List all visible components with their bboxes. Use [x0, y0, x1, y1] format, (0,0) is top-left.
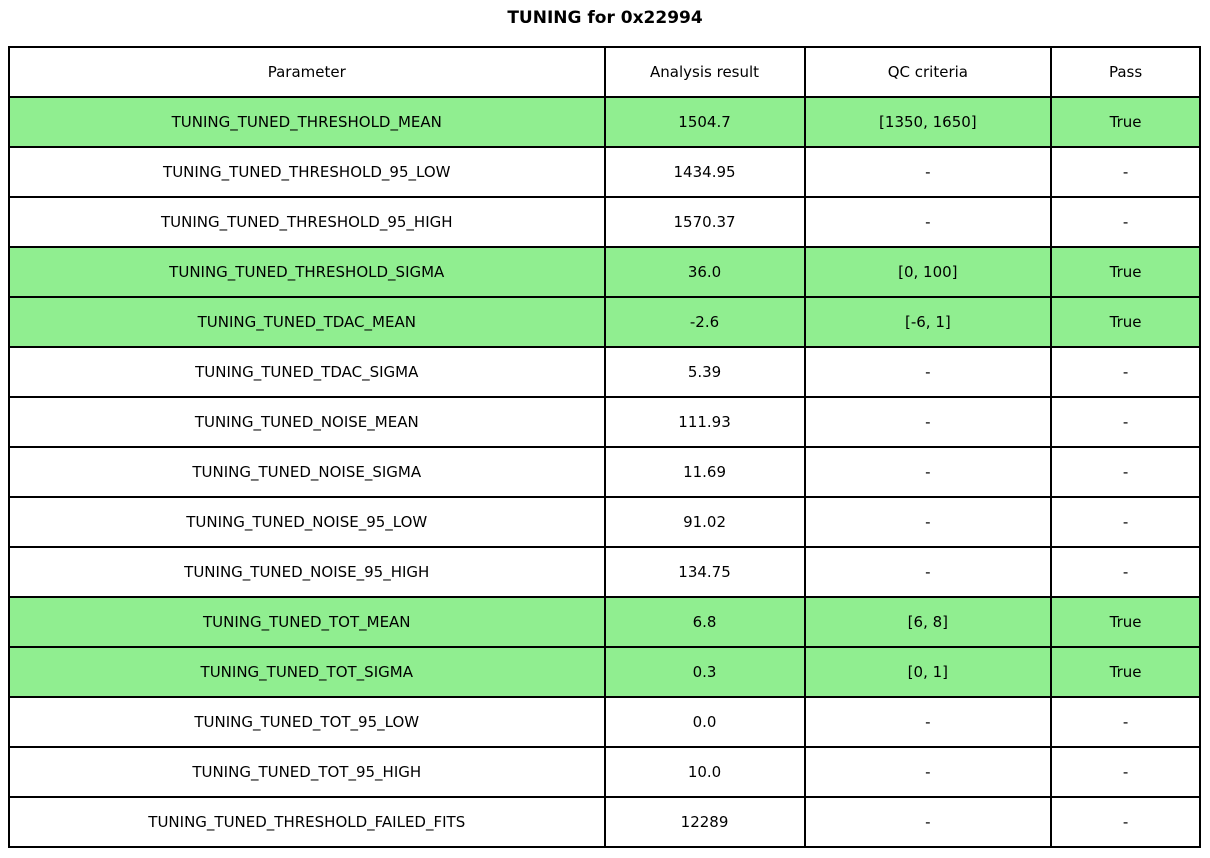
- header-row: [9, 47, 1200, 97]
- cell-qc-criteria: [-6, 1]: [805, 297, 1052, 347]
- cell-qc-criteria: [0, 100]: [805, 247, 1052, 297]
- cell-pass: True: [1051, 647, 1200, 697]
- table-row: [9, 197, 1200, 247]
- cell-pass: -: [1051, 697, 1200, 747]
- cell-qc-criteria: -: [805, 497, 1052, 547]
- cell-qc-criteria: -: [805, 697, 1052, 747]
- cell-qc-criteria: -: [805, 797, 1052, 847]
- cell-parameter: TUNING_TUNED_TDAC_SIGMA: [9, 347, 605, 397]
- cell-pass: True: [1051, 597, 1200, 647]
- table-row: [9, 647, 1200, 697]
- cell-qc-criteria: -: [805, 197, 1052, 247]
- cell-parameter: TUNING_TUNED_THRESHOLD_95_LOW: [9, 147, 605, 197]
- cell-pass: -: [1051, 197, 1200, 247]
- cell-analysis-result: 1570.37: [605, 197, 805, 247]
- col-header-qc-criteria: QC criteria: [805, 47, 1052, 97]
- cell-qc-criteria: -: [805, 347, 1052, 397]
- cell-analysis-result: -2.6: [605, 297, 805, 347]
- col-header-parameter: Parameter: [9, 47, 605, 97]
- cell-pass: -: [1051, 747, 1200, 797]
- cell-parameter: TUNING_TUNED_THRESHOLD_FAILED_FITS: [9, 797, 605, 847]
- cell-parameter: TUNING_TUNED_TOT_95_HIGH: [9, 747, 605, 797]
- cell-qc-criteria: -: [805, 447, 1052, 497]
- cell-analysis-result: 10.0: [605, 747, 805, 797]
- cell-analysis-result: 1434.95: [605, 147, 805, 197]
- table-row: [9, 147, 1200, 197]
- cell-parameter: TUNING_TUNED_TDAC_MEAN: [9, 297, 605, 347]
- cell-pass: -: [1051, 547, 1200, 597]
- cell-pass: -: [1051, 347, 1200, 397]
- col-header-analysis-result: Analysis result: [605, 47, 805, 97]
- cell-pass: -: [1051, 447, 1200, 497]
- table-row: [9, 547, 1200, 597]
- cell-parameter: TUNING_TUNED_NOISE_MEAN: [9, 397, 605, 447]
- cell-parameter: TUNING_TUNED_THRESHOLD_95_HIGH: [9, 197, 605, 247]
- cell-qc-criteria: -: [805, 397, 1052, 447]
- cell-analysis-result: 36.0: [605, 247, 805, 297]
- table-row: [9, 697, 1200, 747]
- cell-analysis-result: 0.0: [605, 697, 805, 747]
- table-row: [9, 297, 1200, 347]
- cell-qc-criteria: -: [805, 147, 1052, 197]
- cell-analysis-result: 1504.7: [605, 97, 805, 147]
- table-row: [9, 497, 1200, 547]
- cell-analysis-result: 0.3: [605, 647, 805, 697]
- table-row: [9, 797, 1200, 847]
- table-row: [9, 447, 1200, 497]
- cell-analysis-result: 12289: [605, 797, 805, 847]
- tuning-qc-table: [8, 46, 1201, 848]
- cell-parameter: TUNING_TUNED_TOT_SIGMA: [9, 647, 605, 697]
- cell-qc-criteria: -: [805, 547, 1052, 597]
- cell-parameter: TUNING_TUNED_THRESHOLD_SIGMA: [9, 247, 605, 297]
- cell-pass: True: [1051, 97, 1200, 147]
- cell-pass: True: [1051, 247, 1200, 297]
- cell-pass: -: [1051, 497, 1200, 547]
- cell-parameter: TUNING_TUNED_THRESHOLD_MEAN: [9, 97, 605, 147]
- cell-pass: -: [1051, 147, 1200, 197]
- cell-qc-criteria: [6, 8]: [805, 597, 1052, 647]
- table-row: [9, 597, 1200, 647]
- cell-qc-criteria: [1350, 1650]: [805, 97, 1052, 147]
- cell-analysis-result: 11.69: [605, 447, 805, 497]
- cell-analysis-result: 6.8: [605, 597, 805, 647]
- cell-parameter: TUNING_TUNED_TOT_MEAN: [9, 597, 605, 647]
- cell-parameter: TUNING_TUNED_TOT_95_LOW: [9, 697, 605, 747]
- cell-pass: -: [1051, 397, 1200, 447]
- cell-analysis-result: 5.39: [605, 347, 805, 397]
- table-row: [9, 397, 1200, 447]
- cell-pass: -: [1051, 797, 1200, 847]
- table-row: [9, 347, 1200, 397]
- cell-qc-criteria: [0, 1]: [805, 647, 1052, 697]
- cell-analysis-result: 111.93: [605, 397, 805, 447]
- cell-parameter: TUNING_TUNED_NOISE_SIGMA: [9, 447, 605, 497]
- cell-analysis-result: 91.02: [605, 497, 805, 547]
- page-title: TUNING for 0x22994: [507, 8, 703, 28]
- cell-parameter: TUNING_TUNED_NOISE_95_HIGH: [9, 547, 605, 597]
- table-row: [9, 747, 1200, 797]
- cell-qc-criteria: -: [805, 747, 1052, 797]
- table-row: [9, 97, 1200, 147]
- table-row: [9, 247, 1200, 297]
- cell-pass: True: [1051, 297, 1200, 347]
- cell-parameter: TUNING_TUNED_NOISE_95_LOW: [9, 497, 605, 547]
- cell-analysis-result: 134.75: [605, 547, 805, 597]
- col-header-pass: Pass: [1051, 47, 1200, 97]
